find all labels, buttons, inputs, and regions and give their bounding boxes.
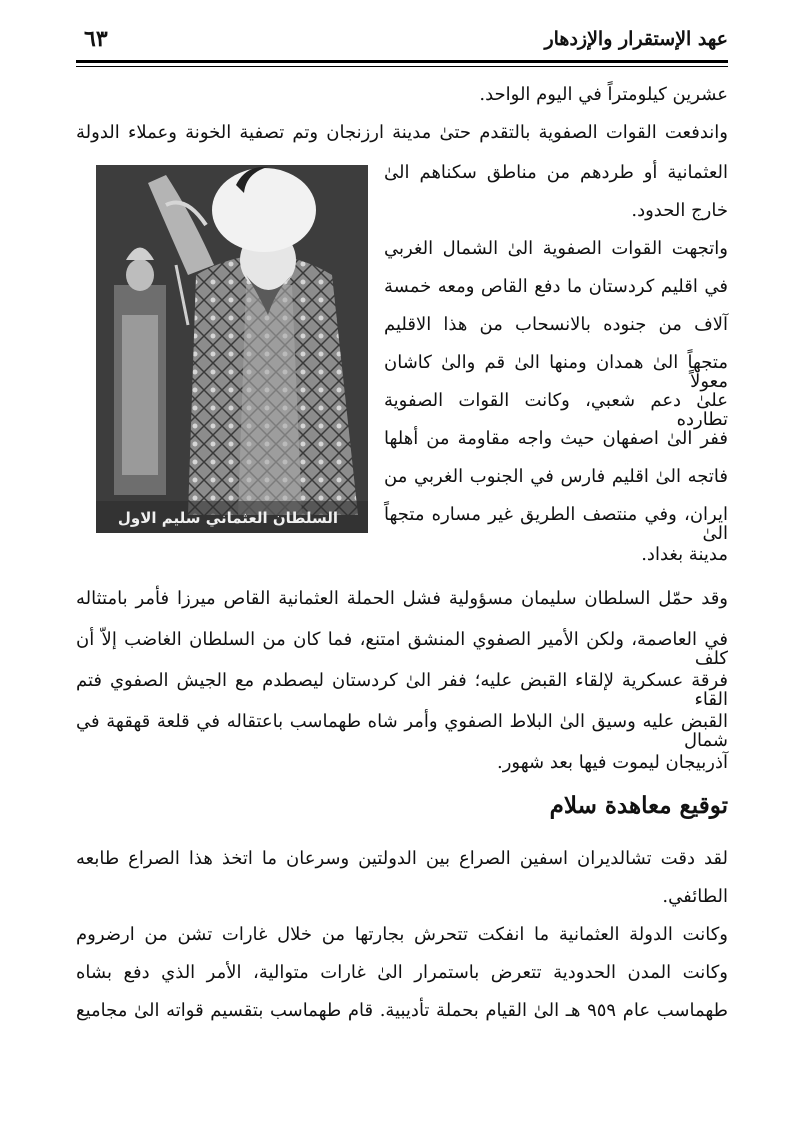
text-line: ففر الىٰ اصفهان حيث واجه مقاومة من أهلها — [384, 428, 728, 449]
running-title: عهد الإستقرار والإزدهار — [544, 28, 728, 50]
text-line: وقد حمّل السلطان سليمان مسؤولية فشل الحملة العثمانية القاص ميرزا فأمر بامتثاله — [76, 588, 728, 609]
text-line: آذربيجان ليموت فيها بعد شهور. — [497, 752, 728, 773]
text-line: القبض عليه وسيق الىٰ البلاط الصفوي وأمر شاه طهماسب باعتقاله في قلعة قهقهة في شمال — [76, 711, 728, 751]
page-number: ٦٣ — [84, 26, 108, 52]
text-line: علىٰ دعم شعبي، وكانت القوات الصفوية تطارده — [384, 390, 728, 430]
text-line: ايران، وفي منتصف الطريق غير مساره متجهاً الىٰ — [384, 504, 728, 544]
text-line: متجهاً الىٰ همدان ومنها الىٰ قم والىٰ كاشان معولاً — [384, 352, 728, 392]
text-line: خارج الحدود. — [631, 200, 728, 221]
text-line: آلاف من جنوده بالانسحاب من هذا الاقليم — [384, 314, 728, 335]
text-line: عشرين كيلومتراً في اليوم الواحد. — [479, 84, 728, 105]
text-line: فرقة عسكرية لإلقاء القبض عليه؛ ففر الىٰ كردستان ليصطدم مع الجيش الصفوي فتم القاء — [76, 670, 728, 710]
text-line: في العاصمة، ولكن الأمير الصفوي المنشق امتنع، فما كان من السلطان الغاضب إلاّ أن كلف — [76, 629, 728, 669]
text-line: لقد دقت تشالديران اسفين الصراع بين الدولتين وسرعان ما اتخذ هذا الصراع طابعه — [76, 848, 728, 869]
page-header — [76, 22, 728, 56]
text-line: وكانت الدولة العثمانية ما انفكت تتحرش بجارتها من خلال غارات تشن من ارضروم — [76, 924, 728, 945]
text-line: وكانت المدن الحدودية تتعرض باستمرار الىٰ غارات متوالية، الأمر الذي دفع بشاه — [76, 962, 728, 983]
text-line: الطائفي. — [662, 886, 728, 907]
text-line: مدينة بغداد. — [641, 544, 728, 565]
text-line: في اقليم كردستان ما دفع القاص ومعه خمسة — [384, 276, 728, 297]
header-rule-thin — [76, 66, 728, 67]
text-line: طهماسب عام ٩٥٩ هـ الىٰ القيام بحملة تأديبية. قام طهماسب بتقسيم قواته الىٰ مجاميع — [76, 1000, 728, 1021]
portrait-illustration — [96, 165, 368, 533]
sultan-portrait-image — [96, 165, 368, 533]
header-rule-thick — [76, 60, 728, 63]
section-heading: توقيع معاهدة سلام — [549, 792, 728, 819]
text-line: العثمانية أو طردهم من مناطق سكناهم الىٰ — [384, 162, 728, 183]
text-line: فاتجه الىٰ اقليم فارس في الجنوب الغربي من — [384, 466, 728, 487]
portrait-caption: السلطان العثماني سليم الاول — [117, 509, 339, 527]
text-line: واتجهت القوات الصفوية الىٰ الشمال الغربي — [384, 238, 728, 259]
text-line: واندفعت القوات الصفوية بالتقدم حتىٰ مدينة ارزنجان وتم تصفية الخونة وعملاء الدولة — [76, 122, 728, 143]
